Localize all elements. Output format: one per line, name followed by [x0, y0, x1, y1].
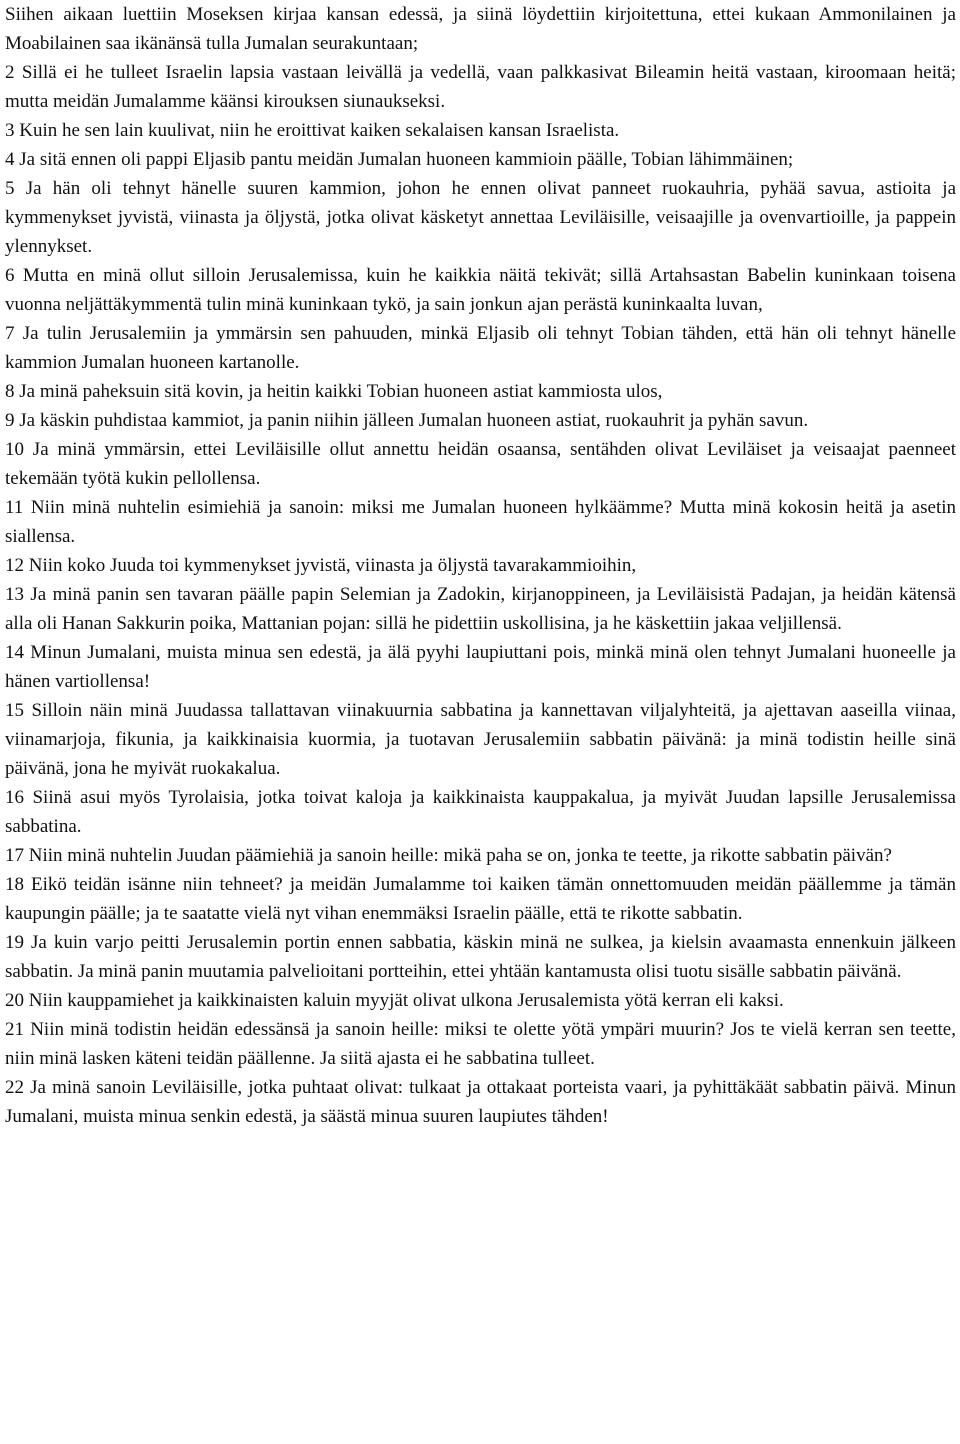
verse-13: 13 Ja minä panin sen tavaran päälle papin Selemian ja Zadokin, kirjanoppineen, ja Leviläisistä Padajan, ja heidän kätensä alla oli Hanan Sakkurin poika, Mattanian pojan: sillä he pidettiin uskollisina, ja he käskettiin jakaa veljillensä. [5, 584, 956, 634]
verse-21: 21 Niin minä todistin heidän edessänsä ja sanoin heille: miksi te olette yötä ympäri muurin? Jos te vielä kerran sen teette, niin minä lasken käteni teidän päällenne. Ja siitä ajasta ei he sabbatina tulleet. [5, 1019, 956, 1069]
verse-20: 20 Niin kauppamiehet ja kaikkinaisten kaluin myyjät olivat ulkona Jerusalemista yötä kerran eli kaksi. [5, 990, 784, 1011]
verse-19: 19 Ja kuin varjo peitti Jerusalemin portin ennen sabbatia, käskin minä ne sulkea, ja kielsin avaamasta ennenkuin jälkeen sabbatin. Ja minä panin muutamia palvelioitani portteihin, ettei yhtään kantamusta olisi tuotu sisälle sabbatin päivänä. [5, 932, 956, 982]
verse-11: 11 Niin minä nuhtelin esimiehiä ja sanoin: miksi me Jumalan huoneen hylkäämme? Mutta minä kokosin heitä ja asetin siallensa. [5, 497, 956, 547]
paragraph-intro: Siihen aikaan luettiin Moseksen kirjaa kansan edessä, ja siinä löydettiin kirjoitettuna, ettei kukaan Ammonilainen ja Moabilainen saa ikänänsä tulla Jumalan seurakuntaan; [5, 4, 956, 54]
verse-14: 14 Minun Jumalani, muista minua sen edestä, ja älä pyyhi laupiuttani pois, minkä minä olen tehnyt Jumalani huoneelle ja hänen vartiollensa! [5, 642, 956, 692]
verse-10: 10 Ja minä ymmärsin, ettei Leviläisille ollut annettu heidän osaansa, sentähden olivat Leviläiset ja veisaajat paenneet tekemään työtä kukin pellollensa. [5, 439, 956, 489]
verse-4: 4 Ja sitä ennen oli pappi Eljasib pantu meidän Jumalan huoneen kammioin päälle, Tobian lähimmäinen; [5, 149, 794, 170]
verse-15: 15 Silloin näin minä Juudassa tallattavan viinakuurnia sabbatina ja kannettavan viljalyhteitä, ja ajettavan aaseilla viinaa, viinamarjoja, fikunia, ja kaikkinaisia kuormia, ja tuotavan Jerusalemiin sabbatin päivänä: ja minä todistin heille sinä päivänä, jona he myivät ruokakalua. [5, 700, 956, 779]
verse-22: 22 Ja minä sanoin Leviläisille, jotka puhtaat olivat: tulkaat ja ottakaat porteista vaari, ja pyhittäkäät sabbatin päivä. Minun Jumalani, muista minua senkin edestä, ja säästä minua suuren laupiutes tähden! [5, 1077, 956, 1127]
verse-8: 8 Ja minä paheksuin sitä kovin, ja heitin kaikki Tobian huoneen astiat kammiosta ulos, [5, 381, 663, 402]
verse-7: 7 Ja tulin Jerusalemiin ja ymmärsin sen pahuuden, minkä Eljasib oli tehnyt Tobian tähden, että hän oli tehnyt hänelle kammion Jumalan huoneen kartanolle. [5, 323, 956, 373]
verse-6: 6 Mutta en minä ollut silloin Jerusalemissa, kuin he kaikkia näitä tekivät; sillä Artahsastan Babelin kuninkaan toisena vuonna neljättäkymmentä tulin minä kuninkaan tykö, ja sain jonkun ajan perästä kuninkaalta luvan, [5, 265, 956, 315]
verse-17: 17 Niin minä nuhtelin Juudan päämiehiä ja sanoin heille: mikä paha se on, jonka te teette, ja rikotte sabbatin päivän? [5, 845, 892, 866]
verse-16: 16 Siinä asui myös Tyrolaisia, jotka toivat kaloja ja kaikkinaista kauppakalua, ja myivät Juudan lapsille Jerusalemissa sabbatina. [5, 787, 956, 837]
verse-3: 3 Kuin he sen lain kuulivat, niin he eroittivat kaiken sekalaisen kansan Israelista. [5, 120, 620, 141]
verse-18: 18 Eikö teidän isänne niin tehneet? ja meidän Jumalamme toi kaiken tämän onnettomuuden meidän päällemme ja tämän kaupungin päälle; ja te saatatte vielä nyt vihan enemmäksi Israelin päälle, että te rikotte sabbatin. [5, 874, 956, 924]
verse-2: 2 Sillä ei he tulleet Israelin lapsia vastaan leivällä ja vedellä, vaan palkkasivat Bileamin heitä vastaan, kiroomaan heitä; mutta meidän Jumalamme käänsi kirouksen siunaukseksi. [5, 62, 956, 112]
verse-5: 5 Ja hän oli tehnyt hänelle suuren kammion, johon he ennen olivat panneet ruokauhria, pyhää savua, astioita ja kymmenykset jyvistä, viinasta ja öljystä, jotka olivat käsketyt annettaa Leviläisille, veisaajille ja ovenvartioille, ja pappein ylennykset. [5, 178, 956, 257]
verse-12: 12 Niin koko Juuda toi kymmenykset jyvistä, viinasta ja öljystä tavarakammioihin, [5, 555, 637, 576]
verse-9: 9 Ja käskin puhdistaa kammiot, ja panin niihin jälleen Jumalan huoneen astiat, ruokauhrit ja pyhän savun. [5, 410, 809, 431]
